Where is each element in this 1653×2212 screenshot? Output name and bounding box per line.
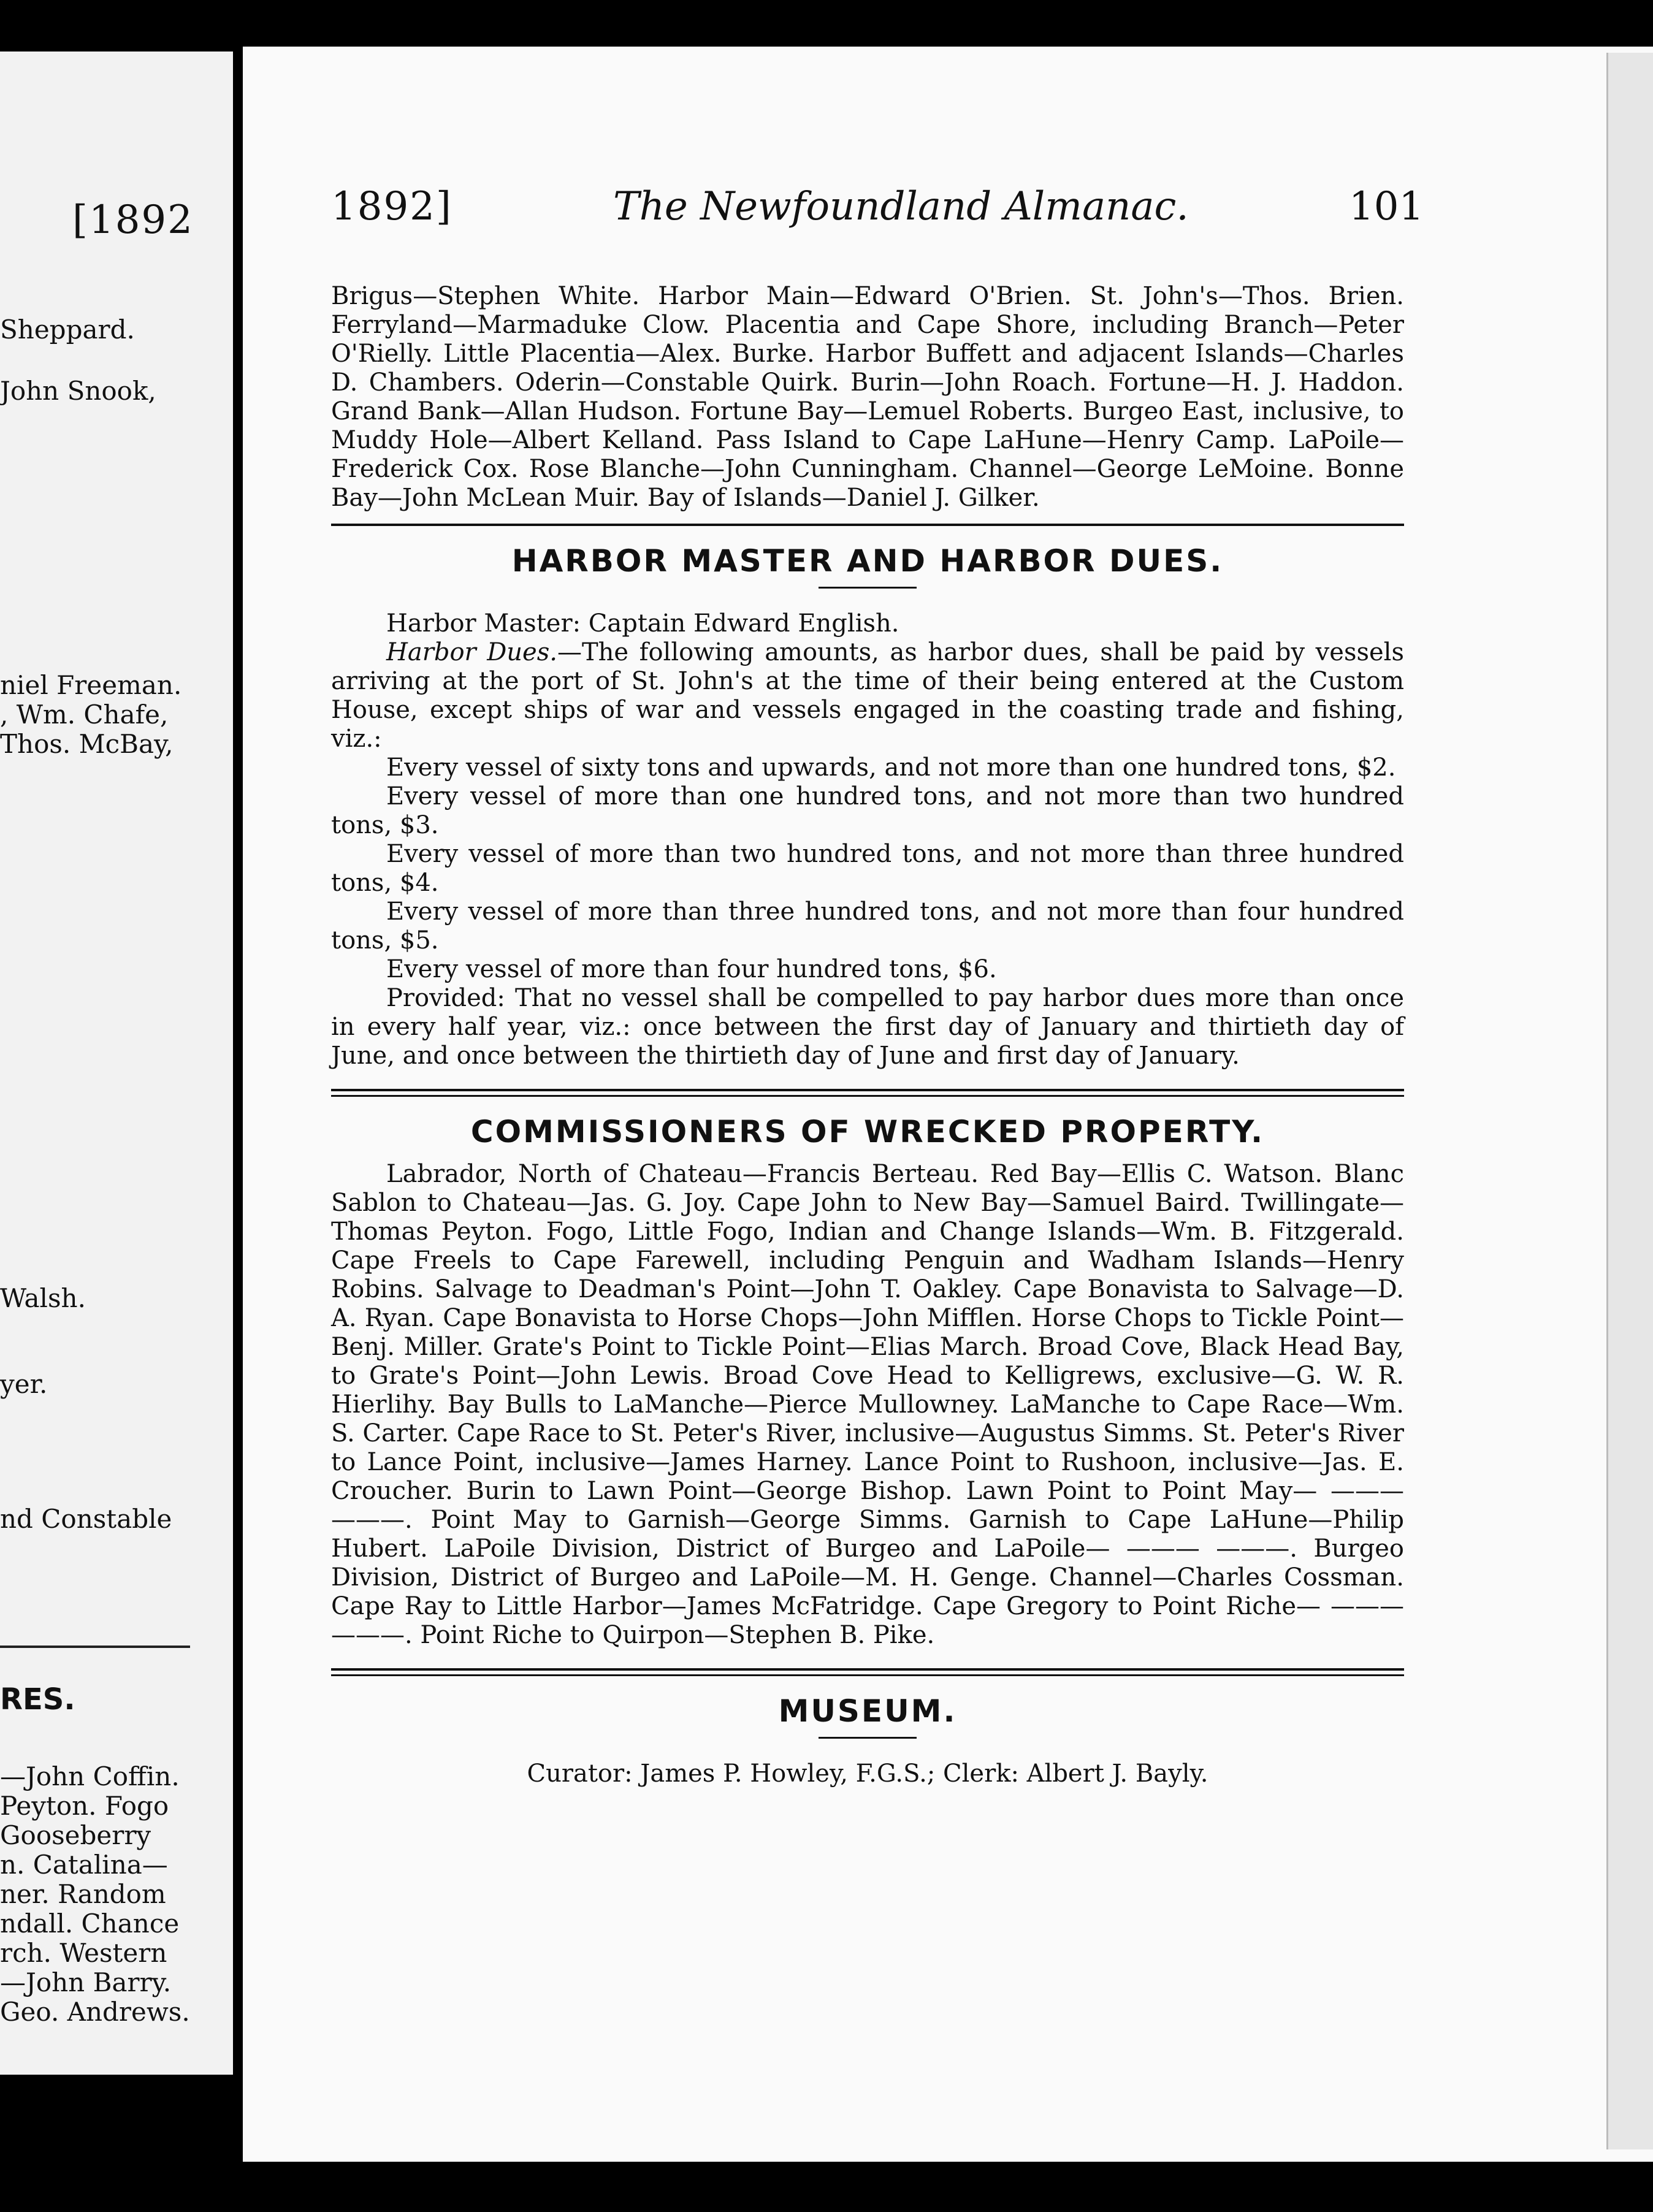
- left-line: yer.: [0, 1369, 48, 1399]
- harbor-dues-text: —The following amounts, as harbor dues, shall be paid by vessels arriving at the port of St. John's at the time of their being entered at the Custom House, except ships of war and vessels engaged in the coasting trade and fishing, viz.:: [331, 638, 1405, 753]
- left-line: Sheppard.: [0, 315, 135, 345]
- page-edge: [1606, 53, 1653, 2149]
- header-title: The Newfoundland Almanac.: [613, 184, 1189, 229]
- page-header: [331, 184, 1424, 239]
- page-content: [331, 282, 1404, 1788]
- wrecked-section-heading: COMMISSIONERS OF WRECKED PROPERTY.: [470, 1114, 1265, 1150]
- left-line: n. Catalina—: [0, 1850, 168, 1880]
- left-line: Gooseberry: [0, 1820, 151, 1850]
- left-page-header: [1892: [72, 197, 194, 243]
- left-line: ner. Random: [0, 1879, 166, 1909]
- page-number: 101: [1349, 184, 1424, 229]
- harbor-master-line: Harbor Master: Captain Edward English.: [386, 609, 899, 638]
- left-line: Peyton. Fogo: [0, 1791, 169, 1821]
- harbor-rate: Every vessel of more than one hundred tons, and not more than two hundred tons, $3.: [331, 782, 1404, 839]
- left-line: —John Barry.: [0, 1967, 172, 1997]
- left-line: —John Coffin.: [0, 1761, 180, 1791]
- left-line: Geo. Andrews.: [0, 1997, 190, 2027]
- left-line: niel Freeman.: [0, 670, 182, 700]
- short-rule: [819, 587, 917, 589]
- left-line: , Wm. Chafe,: [0, 700, 169, 730]
- short-rule: [819, 1737, 917, 1739]
- header-year: 1892]: [331, 184, 452, 229]
- left-line: Walsh.: [0, 1283, 86, 1313]
- harbor-section-heading: HARBOR MASTER AND HARBOR DUES.: [511, 543, 1224, 579]
- harbor-rate: Every vessel of more than three hundred tons, and not more than four hundred tons, $5.: [331, 898, 1404, 955]
- wrecked-property-paragraph: Labrador, North of Chateau—Francis Berteau. Red Bay—Ellis C. Watson. Blanc Sablon to Chateau—Jas. G. Joy. Cape John to New Bay—Samuel Baird. Twillingate—Thomas Peyton. Fogo, Little Fogo, Indian and Change Islands—Wm. B. Fitzgerald. Cape Freels to Cape Farewell, including Penguin and Wadham Islands—Henry Robins. Salvage to Deadman's Point—John T. Oakley. Cape Bonavista to Salvage—D. A. Ryan. Cape Bonavista to Horse Chops—John Mifflen. Horse Chops to Tickle Point—Benj. Miller. Grate's Point to Tickle Point—Elias March. Broad Cove, Black Head Bay, to Grate's Point—John Lewis. Broad Cove Head to Kelligrews, exclusive—G. W. R. Hierlihy. Bay Bulls to LaManche—Pierce Mullowney. LaManche to Cape Race—Wm. S. Carter. Cape Race to St. Peter's River, inclusive—Augustus Simms. St. Peter's River to Lance Point, inclusive—James Harney. Lance Point to Rushoon, inclusive—Jas. E. Croucher. Burin to Lawn Point—George Bishop. Lawn Point to Point May— ——— ———. Point May to Garnish—George Simms. Garnish to Cape LaHune—Philip Hubert. LaPoile Division, District of Burgeo and LaPoile— ——— ———. Burgeo Division, District of Burgeo and LaPoile—M. H. Genge. Channel—Charles Cossman. Cape Ray to Little Harbor—James McFatridge. Cape Gregory to Point Riche— ——— ———. Point Riche to Quirpon—Stephen B. Pike.: [331, 1160, 1404, 1649]
- left-heading: RES.: [0, 1682, 75, 1717]
- harbor-rate: Every vessel of more than four hundred tons, $6.: [386, 955, 997, 983]
- left-line: nd Constable: [0, 1504, 172, 1534]
- left-line: John Snook,: [0, 376, 156, 406]
- left-rule: [0, 1646, 190, 1648]
- harbor-dues-label: Harbor Dues.: [386, 638, 557, 666]
- left-page-fragment: [0, 51, 233, 2075]
- harbor-dues-intro: [331, 638, 1404, 753]
- section-double-rule: [331, 1668, 1404, 1676]
- customs-collectors-paragraph: Brigus—Stephen White. Harbor Main—Edward O'Brien. St. John's—Thos. Brien. Ferryland—Marmaduke Clow. Placentia and Cape Shore, including Branch—Peter O'Rielly. Little Placentia—Alex. Burke. Harbor Buffett and adjacent Islands—Charles D. Chambers. Oderin—Constable Quirk. Burin—John Roach. Fortune—H. J. Haddon. Grand Bank—Allan Hudson. Fortune Bay—Lemuel Roberts. Burgeo East, inclusive, to Muddy Hole—Albert Kelland. Pass Island to Cape LaHune—Henry Camp. LaPoile—Frederick Cox. Rose Blanche—John Cunningham. Channel—George LeMoine. Bonne Bay—John McLean Muir. Bay of Islands—Daniel J. Gilker.: [331, 282, 1404, 512]
- left-line: ndall. Chance: [0, 1909, 180, 1939]
- harbor-rate: Every vessel of sixty tons and upwards, and not more than one hundred tons, $2.: [386, 753, 1396, 782]
- museum-section-heading: MUSEUM.: [778, 1693, 957, 1729]
- harbor-rate: Every vessel of more than two hundred tons, and not more than three hundred tons, $4.: [331, 840, 1404, 897]
- left-line: rch. Western: [0, 1938, 167, 1968]
- harbor-proviso: Provided: That no vessel shall be compelled to pay harbor dues more than once in every half year, viz.: once between the first day of January and thirtieth day of June, and once between the thirtieth day of June and first day of January.: [331, 984, 1404, 1070]
- museum-staff-line: Curator: James P. Howley, F.G.S.; Clerk: Albert J. Bayly.: [527, 1760, 1208, 1788]
- left-line: Thos. McBay,: [0, 729, 174, 759]
- section-double-rule: [331, 1089, 1404, 1097]
- section-rule: [331, 524, 1404, 526]
